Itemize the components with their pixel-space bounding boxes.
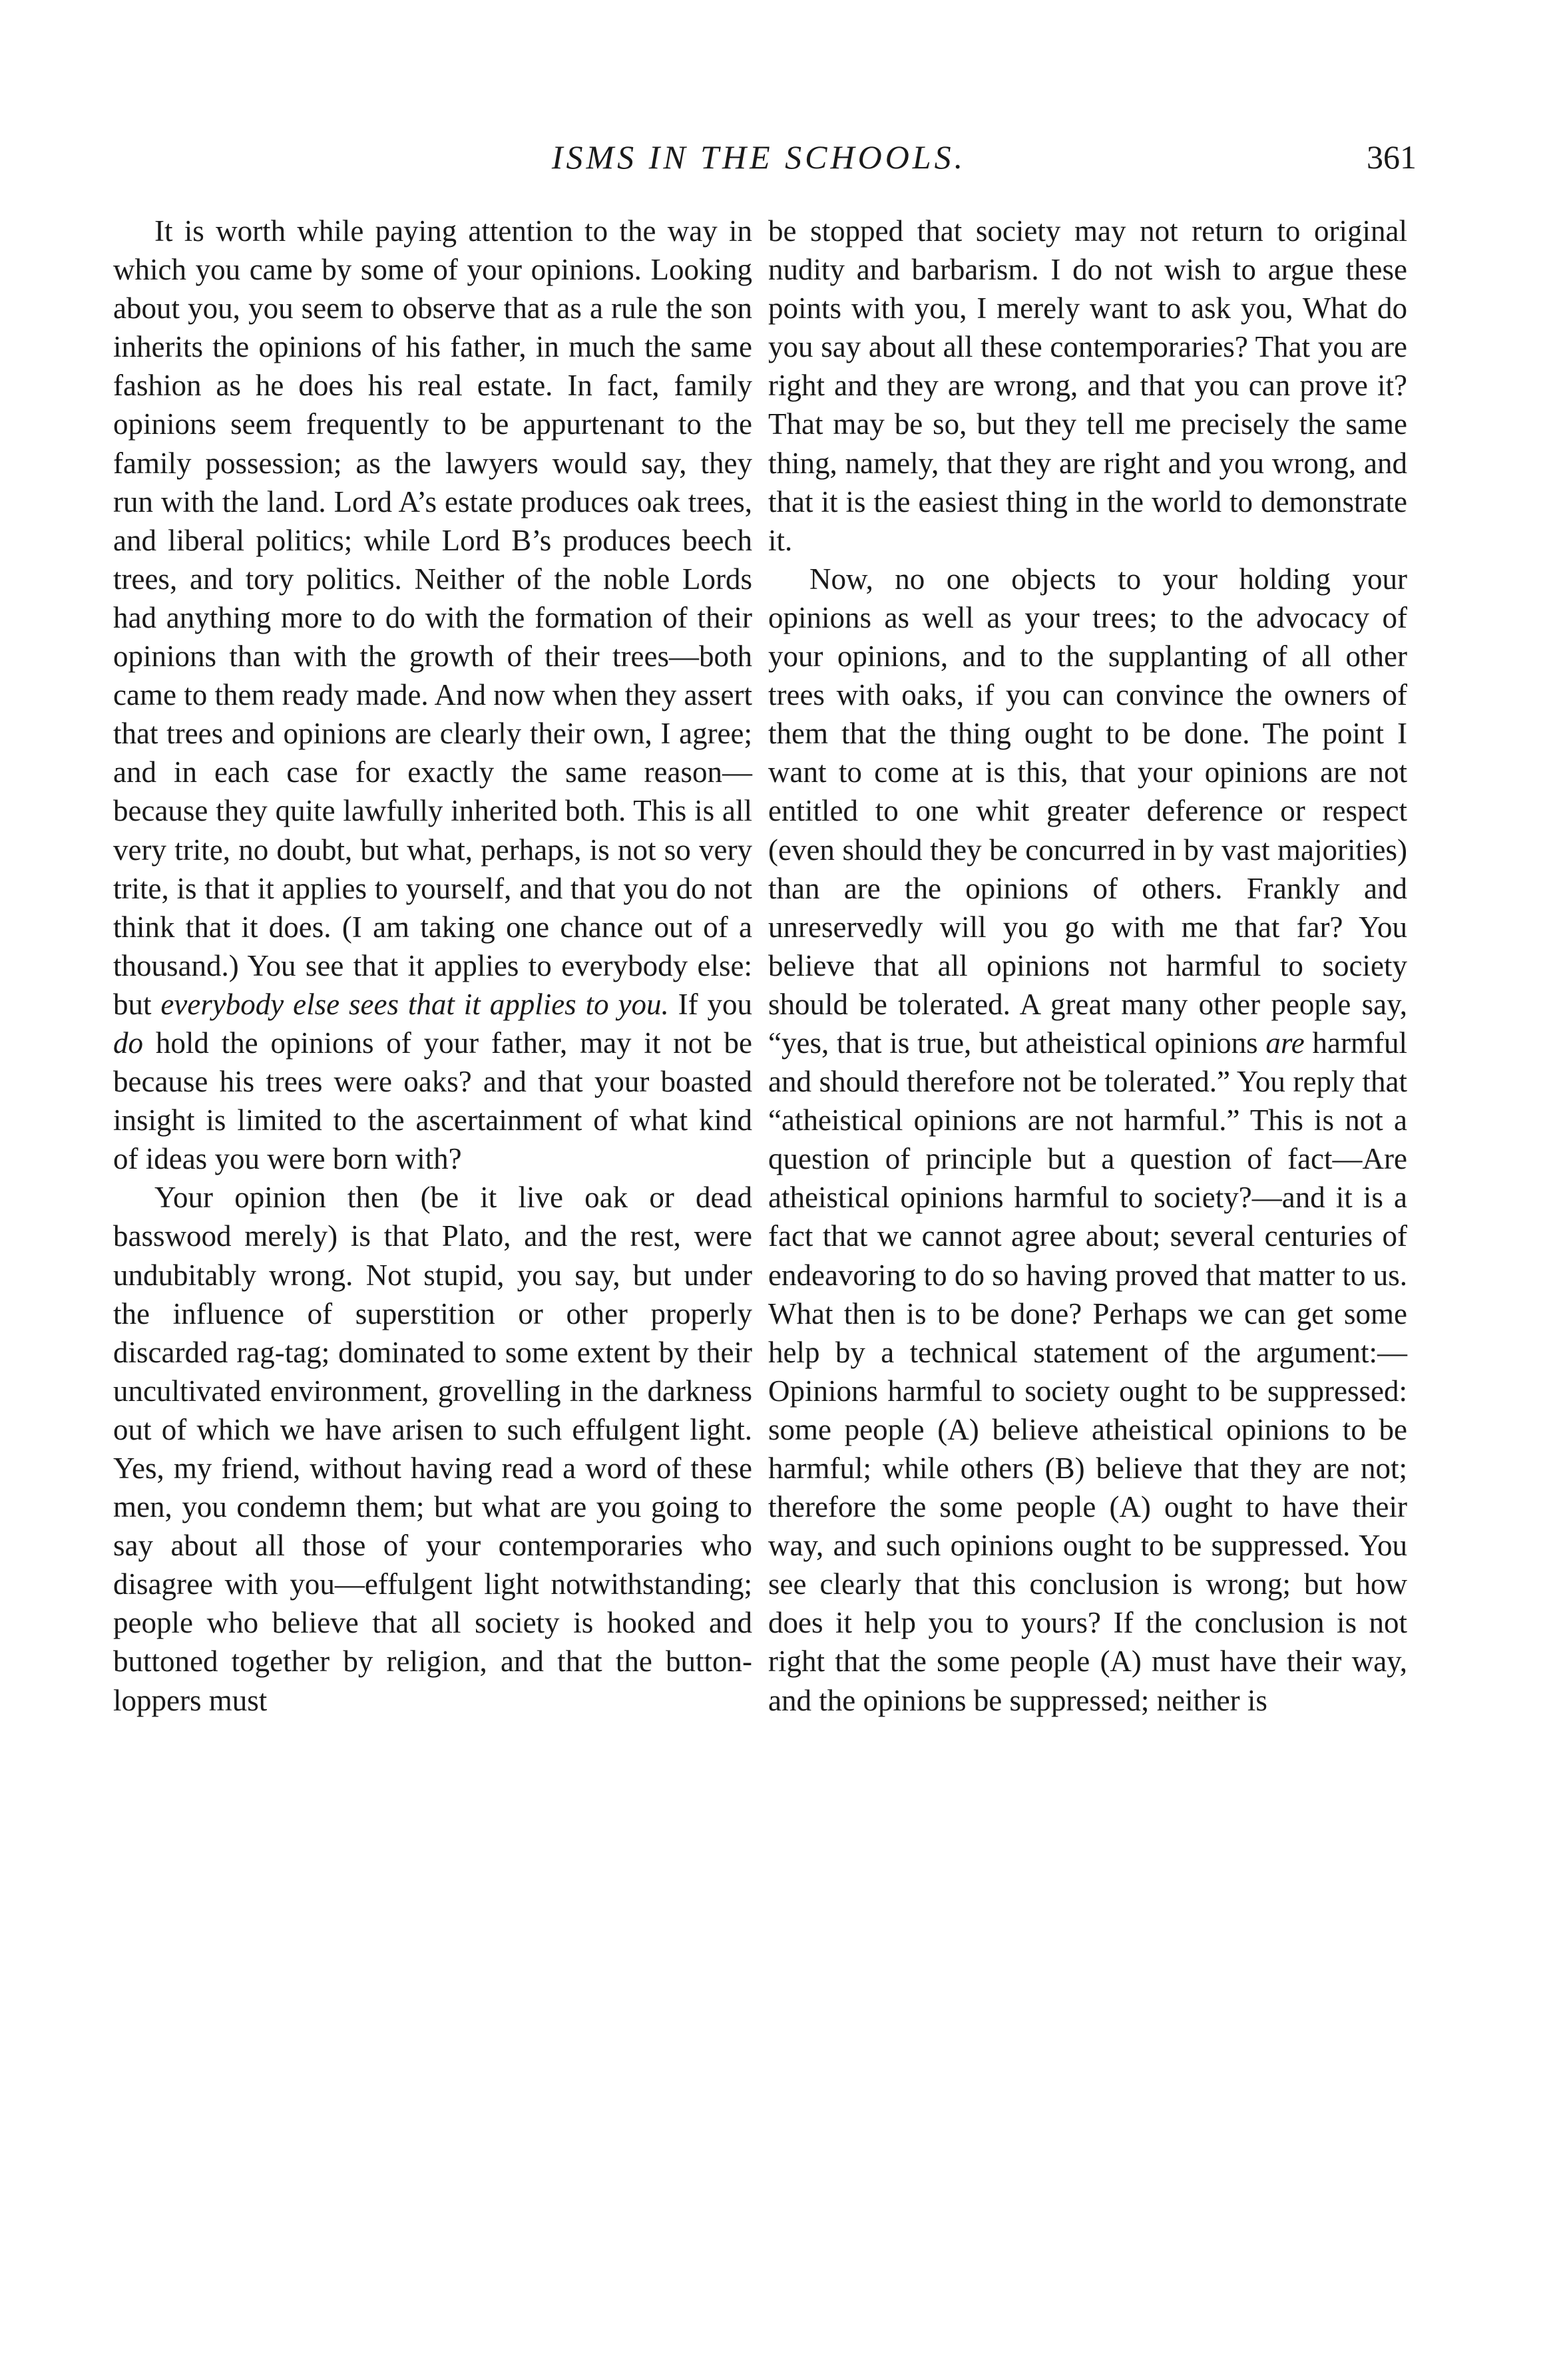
paragraph	[113, 212, 752, 1178]
italic-text: everybody else sees that it applies to you.	[160, 987, 669, 1021]
page-number: 361	[1367, 138, 1417, 176]
text-run: It is worth while paying attention to the way in which you came by some of your opinions. Looking about you, you seem to observe that as a rule the son inherits the opinions of his father, in much the same fashion as he does his real estate. In fact, family opinions seem frequently to be appurtenant to the family possession; as the lawyers would say, they run with the land. Lord A’s estate produces oak trees, and liberal politics; while Lord B’s produces beech trees, and tory politics. Neither of the noble Lords had anything more to do with the formation of their opinions than with the growth of their trees—both came to them ready made. And now when they assert that trees and opinions are clearly their own, I agree; and in each case for exactly the same reason—because they quite lawfully inherited both. This is all very trite, no doubt, but what, perhaps, is not so very trite, is that it applies to yourself, and that you do not think that it does. (I am taking one chance out of a thousand.) You see that it applies to everybody else: but	[113, 214, 752, 1021]
running-head	[0, 130, 1555, 184]
text-run: If you	[668, 987, 752, 1021]
italic-text: do	[113, 1026, 143, 1060]
right-column	[768, 212, 1407, 1720]
text-run: Now, no one objects to your holding your opinions as well as your trees; to the advocacy of your opinions, and to the supplanting of all other trees with oaks, if you can convince the owners of them that the thing ought to be done. The point I want to come at is this, that your opinions are not entitled to one whit greater deference or respect (even should they be concurred in by vast majorities) than are the opinions of others. Frankly and unreservedly will you go with me that far? You believe that all opinions not harmful to society should be tolerated. A great many other people say, “yes, that is true, but atheistical opinions	[768, 562, 1407, 1060]
paragraph-continued: be stopped that society may not return to original nudity and barbarism. I do not wish to argue these points with you, I merely want to ask you, What do you say about all these contemporaries? That you are right and they are wrong, and that you can prove it? That may be so, but they tell me precisely the same thing, namely, that they are right and you wrong, and that it is the easiest thing in the world to demonstrate it.	[768, 214, 1407, 557]
running-title: ISMS IN THE SCHOOLS.	[551, 138, 967, 176]
paragraph: Your opinion then (be it live oak or dead basswood merely) is that Plato, and the rest, were undubitably wrong. Not stupid, you say, but under the influence of superstition or other properly discarded rag-tag; dominated to some extent by their uncultivated environment, grovelling in the darkness out of which we have arisen to such effulgent light. Yes, my friend, without having read a word of these men, you condemn them; but what are you going to say about all those of your contemporaries who disagree with you—effulgent light notwithstanding; people who believe that all society is hooked and buttoned together by religion, and that the button-loppers must	[113, 1181, 752, 1717]
paragraph	[768, 560, 1407, 1720]
text-run: harmful and should therefore not be tolerated.” You reply that “atheistical opinions are not harmful.” This is not a question of principle but a question of fact—Are atheistical opinions harmful to society?—and it is a fact that we cannot agree about; several centuries of endeavoring to do so having proved that matter to us. What then is to be done? Perhaps we can get some help by a technical statement of the argument:—Opinions harmful to society ought to be suppressed: some people (A) believe atheistical opinions to be harmful; while others (B) believe that they are not; therefore the some people (A) ought to have their way, and such opinions ought to be suppressed. You see clearly that this conclusion is wrong; but how does it help you to yours? If the conclusion is not right that the some people (A) must have their way, and the opinions be suppressed; neither is	[768, 1026, 1407, 1717]
italic-text: are	[1265, 1026, 1305, 1060]
text-run: hold the opinions of your father, may it not be because his trees were oaks? and that your boasted insight is limited to the ascertainment of what kind of ideas you were born with?	[113, 1026, 752, 1176]
left-column	[113, 212, 752, 1720]
